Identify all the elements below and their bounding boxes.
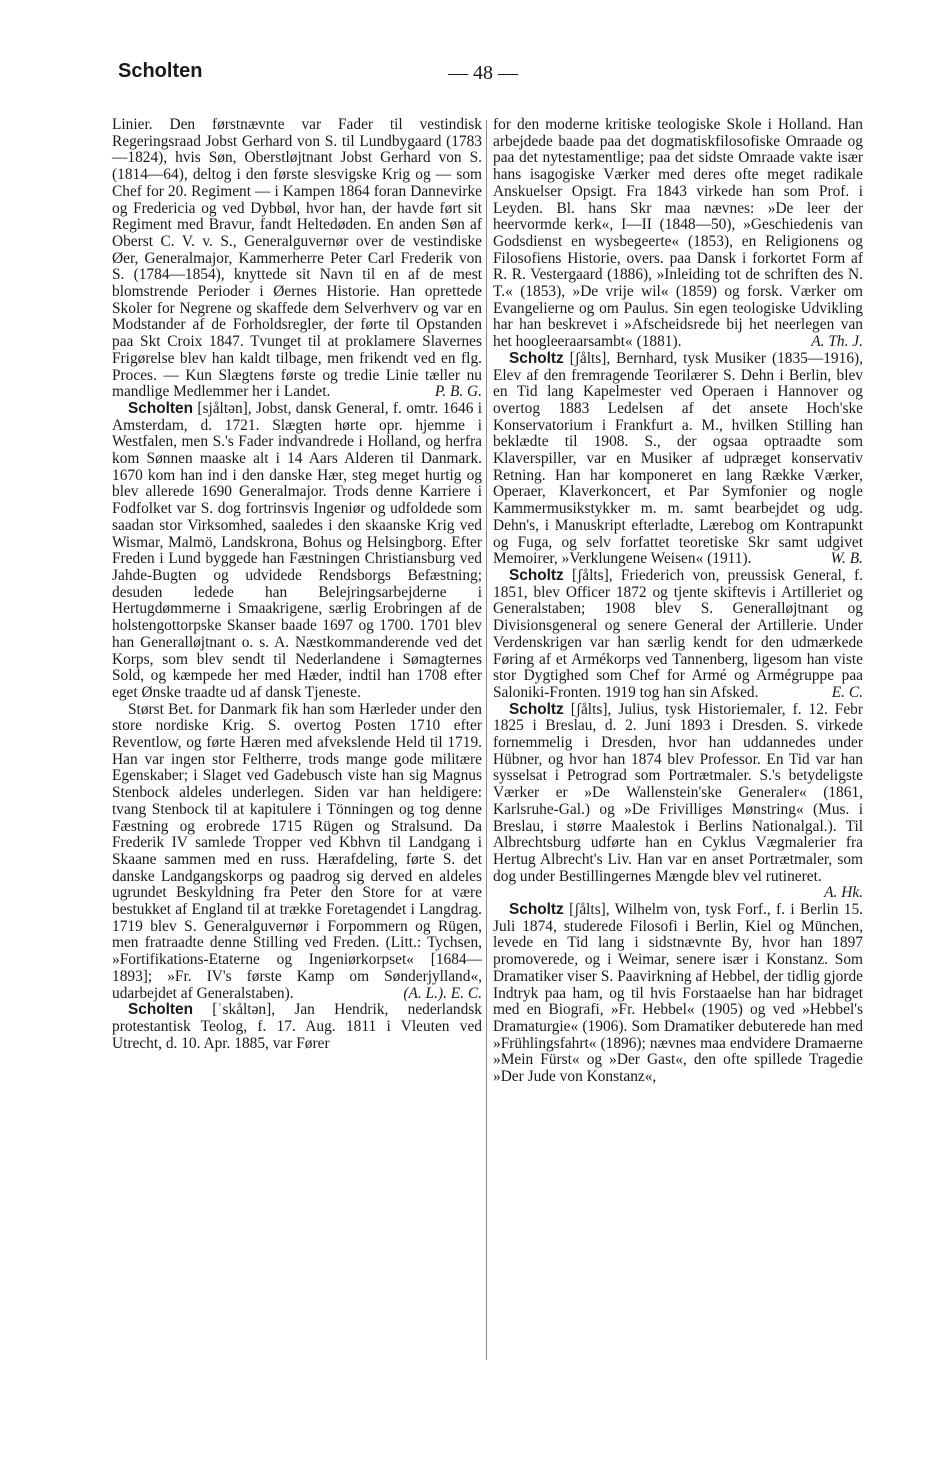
running-head: Scholten bbox=[118, 60, 203, 82]
signature: P. B. G. bbox=[434, 383, 482, 401]
paragraph-text: Størst Bet. for Danmark fik han som Hærleder under den store nordiske Krig. S. overtog Posten 1710 efter Reventlow, og førte Hæren med afvekslende Held til 1719. Han var ingen stor Feltherre, trods mange gode militære Egenskaber; i Slaget ved Gadebusch viste han sig Magnus Stenbock aldeles underlegen. Siden var han heldigere: tvang Stenbock til at kapitulere i Tönningen og tog denne Fæstning og erobrede 1715 Rügen og Stralsund. Da Frederik IV samlede Tropper ved Kbhvn til Landgang i Skaane sammen med en russ. Hærafdeling, førte S. det danske Landgangskorps og paadrog sig derved en aldeles ugrundet Beskyldning fra Peter den Store for at være bestukket af England til at trække Foretagendet i Langdrag. 1719 blev S. Generalguvernør i Forpommern og Rügen, men fratraadte denne Stilling ved Freden. (Litt.: Tychsen, »Fortifikations-Etaterne og Ingeniørkorpset« [1684—1893]; »Fr. IV's første Kamp om Sønderjylland«, udarbejdet af Generalstaben). bbox=[112, 700, 482, 1002]
signature: W. B. bbox=[830, 550, 863, 568]
left-column bbox=[112, 117, 482, 1052]
signature: (A. L.). E. C. bbox=[403, 984, 482, 1002]
headword: Scholten bbox=[128, 1001, 193, 1019]
pronunciation: [ʃålts], bbox=[563, 700, 619, 718]
paragraph-text: Bernhard, tysk Musiker (1835—1916), Elev af den fremragende Teorilærer S. Dehn i Berlin, blev en Tid lang Kapelmester ved Operaen i Hannover og overtog 1883 Ledelsen af det ansete Hoch'ske Konservatorium i Frankfurt a. M., hvilken Stilling han beklædte til 1908. S., der ogsaa optraadte som Klaverspiller, var en Musiker af udpræget konservativ Retning. Han har komponeret en lang Række Værker, Operaer, Klaverkoncert, et Par Symfonier og nogle Kammermusikstykker m. m. samt bearbejdet og udg. Dehn's, i Manuskript efterladte, Lærebog om Kontrapunkt og Fuga, og selv forfattet teoretiske Skr samt udgivet Memoirer, »Verklungene Weisen« (1911). bbox=[493, 349, 863, 568]
paragraph-text: Friederich von, preussisk General, f. 1851, blev Officer 1872 og tjente skiftevis i Artilleriet og Generalstaben; 1908 blev S. Generalløjtnant og Divisionsgeneral og senere General der Artillerie. Under Verdenskrigen var han særlig kendt for den udmærkede Føring af et Armékorps ved Tannenberg, ligesom han viste stor Dygtighed som Chef for Armé og Armégruppe paa Saloniki-Fronten. 1919 tog han sin Afsked. bbox=[493, 566, 863, 701]
pronunciation: [ʃålts], bbox=[563, 566, 621, 584]
entry-scholtz-bernhard bbox=[493, 351, 863, 568]
entry-scholten-jan-hendrik bbox=[112, 1002, 482, 1052]
paragraph-text: Jobst, dansk General, f. omtr. 1646 i Amsterdam, d. 1721. Slægten hørte opr. hjemme i Westfalen, men S.'s Fader indvandrede i Holland, og herfra kom Sønnen maaske alt i 14 Aars Alderen til Danmark. 1670 kom han ind i den danske Hær, steg meget hurtig og blev allerede 1690 Generalmajor. Trods denne Karriere i Fodfolket var S. dog fortrinsvis Ingeniør og udfoldede som saadan stor Virksomhed, saaledes i den skaanske Krig ved Wismar, Malmö, Landskrona, Bohus og Helsingborg. Efter Freden i Lund byggede han Fæstningen Christiansburg ved Jahde-Bugten og udvidede Rendsborgs Befæstning; desuden ledede han Belejringsarbejderne i Hertugdømmerne i Smaakrigene, særlig Erobringen af de holstengottorpske Skanser baade 1697 og 1700. 1701 blev han Generalløjtnant o. s. A. Næstkommanderende ved det Korps, som blev sendt til Nederlandene i Sømagternes Sold, og kæmpede her med Hæder, indtil han 1708 efter eget Ønske traadte ud af dansk Tjeneste. bbox=[112, 399, 483, 701]
pronunciation: [sjåltən], bbox=[193, 399, 256, 417]
signature: E. C. bbox=[831, 683, 863, 701]
paragraph-text: Linier. Den førstnævnte var Fader til vestindisk Regeringsraad Jobst Gerhard von S. til Lundbygaard (1783—1824), hvis Søn, Oberstløjtnant Jobst Gerhard von S. (1814—64), deltog i den første slesvigske Krig og — som Chef for 20. Regiment — i Kampen 1864 foran Dannevirke og Fredericia og ved Dybbøl, hvor han, der havde ført sit Regiment med Bravur, fandt Heltedøden. En anden Søn af Oberst C. V. v. S., Generalguvernør over de vestindiske Øer, Generalmajor, Kammerherre Peter Carl Frederik von S. (1784—1854), knyttede sit Navn til en af de mest blomstrende Perioder i Øernes Historie. Han oprettede Skoler for Negrene og skaffede dem Selverhverv og var en Modstander af de Forholdsregler, der førte til Opstanden paa Skt Croix 1847. Tvunget til at proklamere Slavernes Frigørelse blev han kaldt tilbage, men frikendt ved en flg. Proces. — Kun Slægtens første og tredie Linie tæller nu mandlige Medlemmer her i Landet. bbox=[112, 116, 482, 401]
entry-paragraph bbox=[112, 702, 482, 1003]
entry-scholtz-julius bbox=[493, 700, 864, 902]
signature: A. Hk. bbox=[824, 884, 863, 902]
paragraph-text: for den moderne kritiske teologiske Skole i Holland. Han arbejdede baade paa det dogmatiskfilosofiske Omraade og paa det nytestamentlige; paa det sidste Omraade vakte især hans isagogiske Værker med deres ofte meget radikale Anskuelser Opsigt. Fra 1843 virkede han som Prof. i Leyden. Bl. hans Skr maa nævnes: »De leer der heervormde kerk«, I—II (1848—50), »Geschiedenis van Godsdienst en wysbegeerte« (1853), en Religionens og Filosofiens Historie, overs. paa Dansk i forkortet Form af R. R. Vestergaard (1886), »Inleiding tot de schriften des N. T.« (1853), »De vrije wil« (1859) og forsk. Værker om Evangelierne og om Paulus. Sin egen teologiske Udvikling har han beskrevet i »Afscheidsrede bij het neerlegen van het hoogleeraarsambt« (1881). bbox=[493, 116, 863, 351]
entry-scholtz-wilhelm bbox=[493, 902, 863, 1086]
signature: A. Th. J. bbox=[811, 333, 863, 351]
column-divider bbox=[486, 120, 487, 1360]
entry-continuation bbox=[493, 117, 863, 351]
right-column bbox=[493, 117, 863, 1086]
pronunciation: [ˈskåltən], bbox=[193, 1001, 295, 1019]
page-number: — 48 — bbox=[448, 62, 518, 84]
headword: Scholtz bbox=[509, 700, 564, 718]
paragraph-text: Wilhelm von, tysk Forf., f. i Berlin 15. Juli 1874, studerede Filosofi i Berlin, Kiel og München, levede en Tid lang i sidstnævnte By, hvor han 1897 promoverede, og i Weimar, senere især i Konstanz. Som Dramatiker viser S. Paavirkning af Hebbel, der tidlig gjorde Indtryk paa ham, og til hvis Forstaaelse han har bidraget med en Biografi, »Fr. Hebbel« (1905) og ved »Hebbel's Dramaturgie« (1906). Som Dramatiker debuterede han med »Frühlingsfahrt« (1896); nævnes maa endvidere Dramaerne »Mein Fürst« og »Der Gast«, den ofte spillede Tragedie »Der Jude von Konstanz«, bbox=[493, 901, 864, 1086]
entry-scholten-jobst bbox=[112, 401, 482, 702]
entry-scholtz-friederich bbox=[493, 568, 863, 702]
headword: Scholtz bbox=[509, 901, 564, 919]
pronunciation: [ʃålts], bbox=[563, 349, 617, 367]
paragraph-text: Jan Hendrik, nederlandsk protestantisk Teolog, f. 17. Aug. 1811 i Vleuten ved Utrecht, d. 10. Apr. 1885, var Fører bbox=[112, 1001, 482, 1052]
paragraph-text: Julius, tysk Historiemaler, f. 12. Febr 1825 i Breslau, d. 2. Juni 1893 i Dresden. S. virkede fornemmelig i Dresden, hvor han uddannedes under Hübner, og hvor han 1874 blev Professor. En Tid var han sysselsat i Petrograd som Portrætmaler. S.'s betydeligste Værker er »De Wallenstein'ske Generaler« (1861, Karlsruhe-Gal.) og »De Frivilliges Mønstring« (Mus. i Breslau, i større Maalestok i Berlins Nationalgal.). Til Albrechtsburg udførte han en Cyklus Vægmalerier fra Hertug Albrecht's Liv. Han var en anset Portrætmaler, som dog under Bestillingernes Mængde blev vel rutineret. bbox=[493, 700, 864, 885]
pronunciation: [ʃålts], bbox=[563, 901, 615, 919]
headword: Scholten bbox=[128, 399, 193, 417]
headword: Scholtz bbox=[509, 566, 564, 584]
entry-continuation bbox=[112, 117, 482, 401]
headword: Scholtz bbox=[509, 349, 564, 367]
